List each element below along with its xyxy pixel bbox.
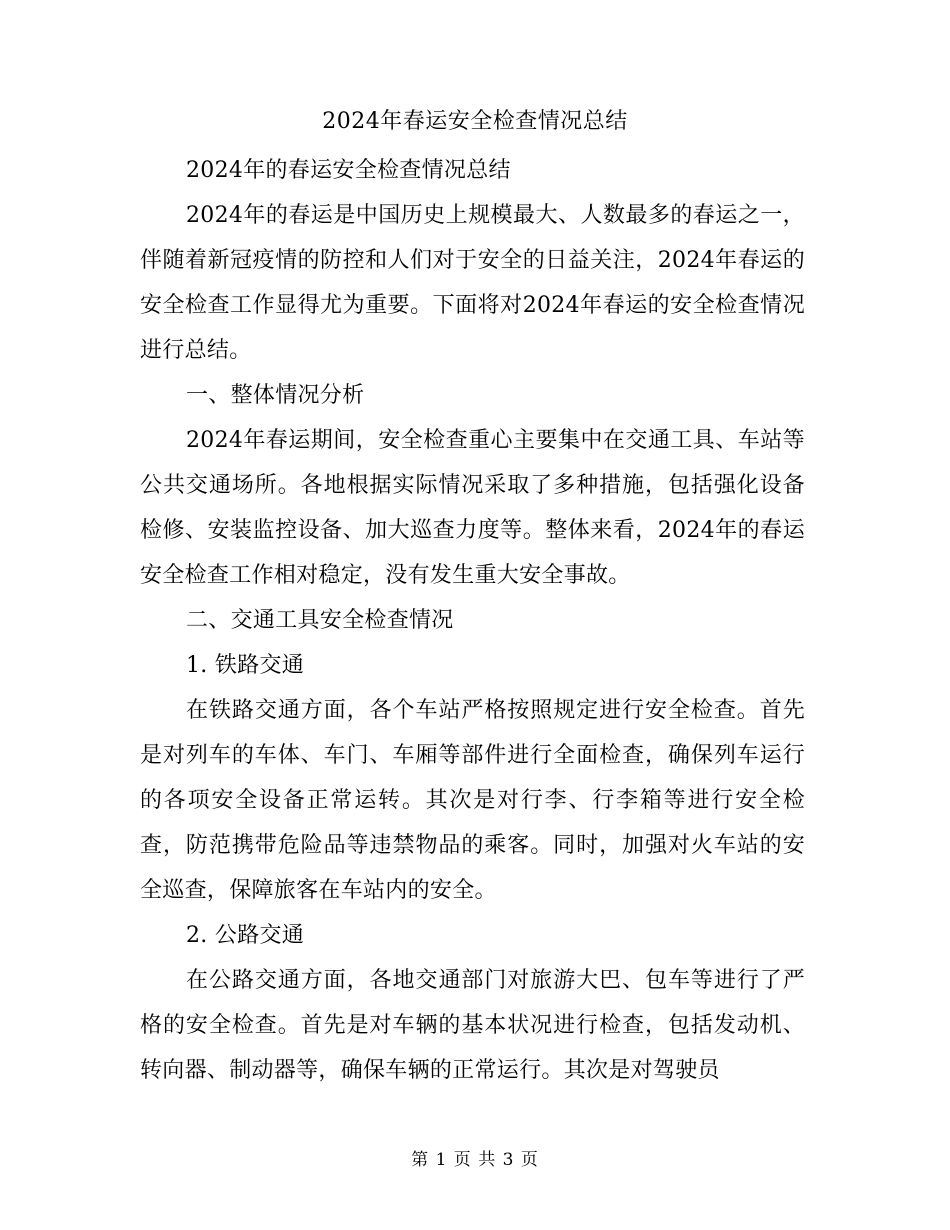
paragraph-intro: 2024年的春运是中国历史上规模最大、人数最多的春运之一，伴随着新冠疫情的防控和人们对于安全的日益关注，2024年春运的安全检查工作显得尤为重要。下面将对2024年春运的安全检查情况进行总结。 (140, 203, 805, 363)
section-heading-vehicles: 二、交通工具安全检查情况 (186, 608, 454, 633)
paragraph-overall: 2024年春运期间，安全检查重心主要集中在交通工具、车站等公共交通场所。各地根据实际情况采取了多种措施，包括强化设备检修、安装监控设备、加大巡查力度等。整体来看，2024年的春运安全检查工作相对稳定，没有发生重大安全事故。 (140, 428, 805, 588)
paragraph-subtitle: 2024年的春运安全检查情况总结 (186, 158, 511, 183)
subheading-railway: 1. 铁路交通 (186, 653, 305, 678)
paragraph-railway: 在铁路交通方面，各个车站严格按照规定进行安全检查。首先是对列车的车体、车门、车厢等部件进行全面检查，确保列车运行的各项安全设备正常运转。其次是对行李、行李箱等进行安全检查，防范携带危险品等违禁物品的乘客。同时，加强对火车站的安全巡查，保障旅客在车站内的安全。 (140, 698, 805, 903)
subheading-highway: 2. 公路交通 (186, 923, 305, 948)
paragraph-highway: 在公路交通方面，各地交通部门对旅游大巴、包车等进行了严格的安全检查。首先是对车辆的基本状况进行检查，包括发动机、转向器、制动器等，确保车辆的正常运行。其次是对驾驶员 (140, 968, 805, 1083)
page-number-footer: 第 1 页 共 3 页 (411, 1150, 539, 1170)
document-title: 2024年春运安全检查情况总结 (322, 109, 628, 134)
section-heading-overall: 一、整体情况分析 (186, 383, 365, 408)
document-body (140, 148, 805, 1093)
